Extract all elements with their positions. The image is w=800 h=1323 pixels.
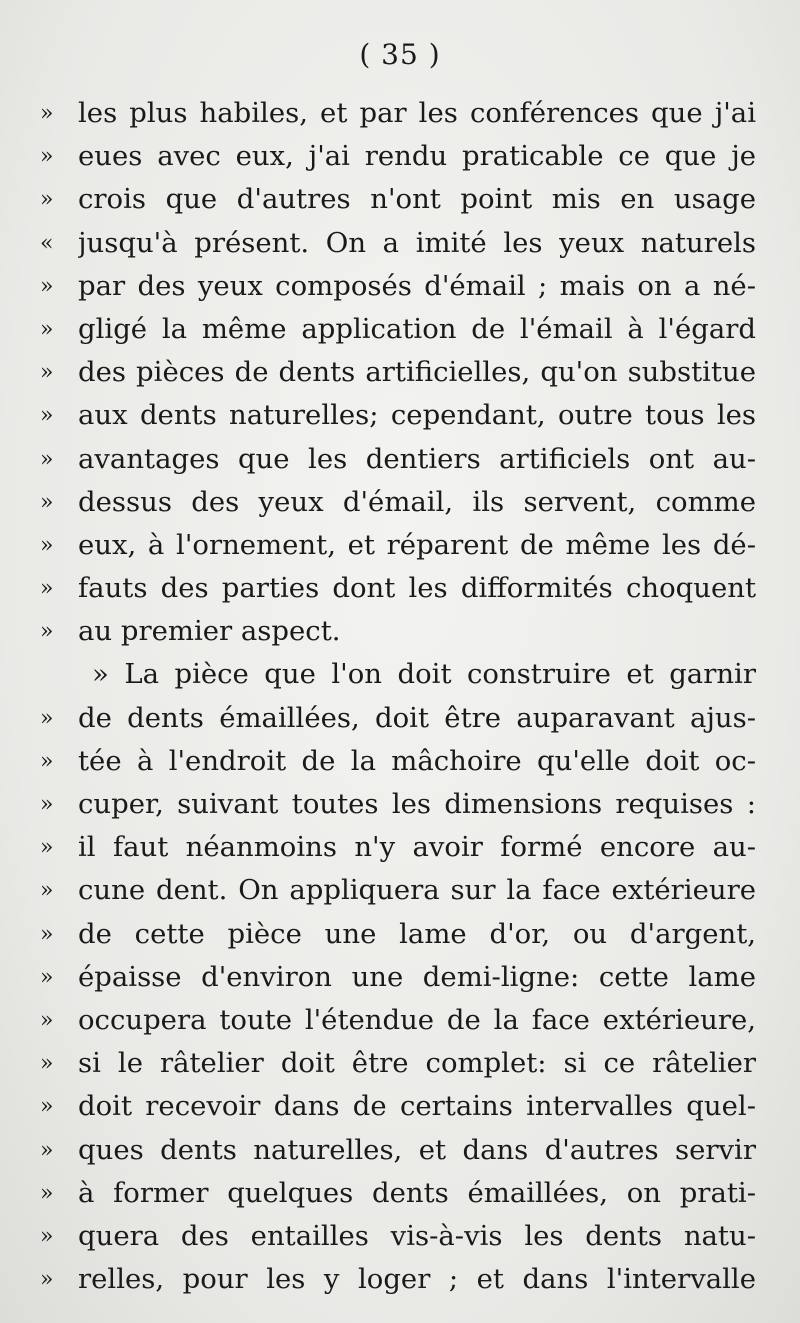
text-line [0, 1129, 800, 1172]
quote-mark: » [40, 403, 54, 429]
quote-mark: » [40, 532, 54, 558]
text-line [0, 1258, 800, 1301]
line-text: » La pièce que l'on doit construire et garnir [92, 658, 756, 691]
quote-mark: » [40, 1180, 54, 1206]
text-line [0, 913, 800, 956]
quote-mark: » [40, 187, 54, 213]
quote-mark: » [40, 576, 54, 602]
text-line [0, 697, 800, 740]
text-body [0, 92, 800, 1301]
quote-mark: » [40, 1137, 54, 1163]
quote-mark: » [40, 316, 54, 342]
text-line [0, 869, 800, 912]
text-line [0, 438, 800, 481]
quote-mark: » [40, 619, 54, 645]
line-text: eux, à l'ornement, et réparent de même les dé- [78, 528, 756, 561]
quote-mark: » [40, 1007, 54, 1033]
text-line [0, 1085, 800, 1128]
text-line [0, 1042, 800, 1085]
quote-mark: » [40, 792, 54, 817]
text-line [0, 524, 800, 567]
line-text: eues avec eux, j'ai rendu praticable ce que je [78, 140, 756, 173]
line-text: les plus habiles, et par les conférences que j'ai [78, 97, 756, 129]
quote-mark: » [40, 1223, 54, 1249]
quote-mark: » [40, 489, 54, 515]
text-line [0, 135, 800, 178]
text-line [0, 1172, 800, 1215]
text-line [0, 783, 800, 826]
line-text: à former quelques dents émaillées, on prati- [78, 1176, 756, 1209]
text-line [0, 999, 800, 1042]
line-text: gligé la même application de l'émail à l'égard [78, 312, 756, 345]
quote-mark: » [40, 964, 54, 990]
quote-mark: » [40, 878, 54, 904]
line-text: il faut néanmoins n'y avoir formé encore au- [78, 831, 756, 864]
quote-mark: » [40, 144, 54, 170]
line-text: des pièces de dents artificielles, qu'on substitue [78, 356, 756, 389]
quote-mark: » [40, 1051, 54, 1077]
quote-mark: » [40, 748, 54, 774]
line-text: cuper, suivant toutes les dimensions requises : [78, 788, 756, 820]
text-line [0, 351, 800, 394]
quote-mark: » [40, 705, 54, 731]
line-text: de cette pièce une lame d'or, ou d'argent, [78, 917, 756, 950]
quote-mark: » [40, 921, 54, 947]
page-number: ( 35 ) [359, 38, 441, 71]
text-line [0, 178, 800, 221]
quote-mark: » [40, 1094, 54, 1120]
line-text: occupera toute l'étendue de la face extérieure, [78, 1003, 756, 1036]
line-text: ques dents naturelles, et dans d'autres servir [78, 1133, 756, 1166]
text-line [0, 956, 800, 999]
quote-mark: » [40, 446, 54, 472]
line-text: avantages que les dentiers artificiels ont au- [78, 442, 756, 475]
text-line [0, 265, 800, 308]
line-text: fauts des parties dont les difformités choquent [78, 572, 756, 605]
line-text: épaisse d'environ une demi-ligne: cette lame [78, 960, 756, 993]
text-line [0, 481, 800, 524]
line-text: jusqu'à présent. On a imité les yeux naturels [78, 226, 756, 259]
line-text: doit recevoir dans de certains intervalles quel- [78, 1090, 756, 1123]
line-text: crois que d'autres n'ont point mis en usage [78, 183, 756, 216]
line-text: par des yeux composés d'émail ; mais on a né- [78, 269, 756, 302]
line-text: quera des entailles vis-à-vis les dents natu- [78, 1219, 756, 1252]
line-text: de dents émaillées, doit être auparavant ajus- [78, 701, 756, 734]
line-text: relles, pour les y loger ; et dans l'intervalle [78, 1263, 756, 1296]
text-line [0, 92, 800, 135]
text-line [0, 222, 800, 265]
line-text: tée à l'endroit de la mâchoire qu'elle doit oc- [78, 744, 756, 777]
line-text: aux dents naturelles; cependant, outre tous les [78, 399, 756, 432]
text-line [0, 567, 800, 610]
text-line [0, 740, 800, 783]
line-text: si le râtelier doit être complet: si ce râtelier [78, 1047, 756, 1080]
text-line-paragraph-end [0, 610, 800, 653]
line-text: au premier aspect. [78, 615, 341, 648]
line-text: dessus des yeux d'émail, ils servent, comme [78, 485, 756, 518]
quote-mark: » [40, 273, 54, 299]
text-line-paragraph-start [0, 653, 800, 696]
quote-mark: » [40, 835, 54, 861]
text-line [0, 1215, 800, 1258]
text-line [0, 308, 800, 351]
line-text: cune dent. On appliquera sur la face extérieure [78, 874, 756, 907]
text-line [0, 394, 800, 437]
quote-mark: « [40, 230, 54, 256]
quote-mark: » [40, 101, 54, 126]
text-line [0, 826, 800, 869]
quote-mark: » [40, 1267, 54, 1293]
quote-mark: » [40, 360, 54, 386]
